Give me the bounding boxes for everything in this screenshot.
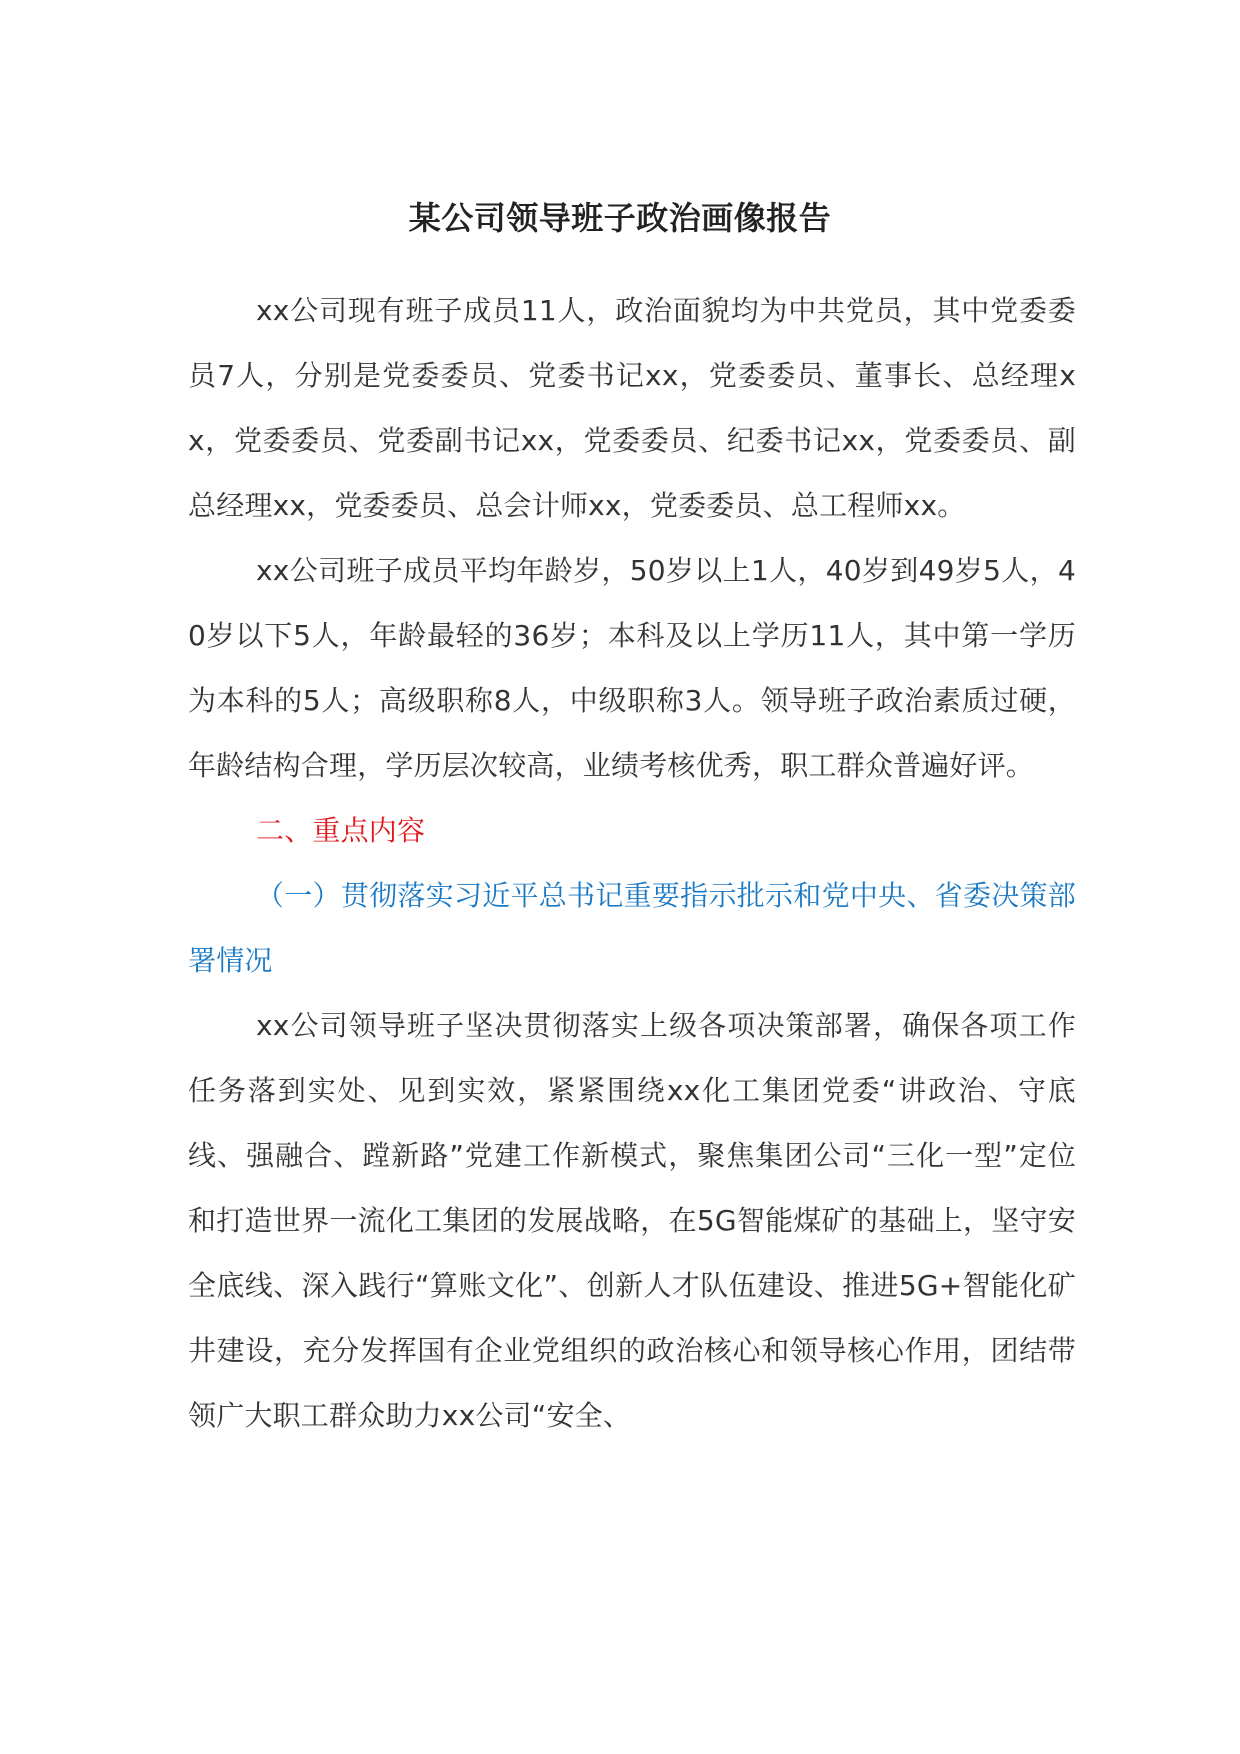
document-body xyxy=(188,278,1076,1448)
paragraph-structure: xx公司班子成员平均年龄岁，50岁以上1人，40岁到49岁5人，40岁以下5人，年龄最轻的36岁；本科及以上学历11人，其中第一学历为本科的5人；高级职称8人，中级职称3人。领导班子政治素质过硬，年龄结构合理，学历层次较高，业绩考核优秀，职工群众普遍好评。 xyxy=(188,554,1076,782)
section-heading: 二、重点内容 xyxy=(256,814,426,847)
paragraph-members: xx公司现有班子成员11人，政治面貌均为中共党员，其中党委委员7人，分别是党委委员、党委书记xx，党委委员、董事长、总经理xx，党委委员、党委副书记xx，党委委员、纪委书记xx，党委委员、副总经理xx，党委委员、总会计师xx，党委委员、总工程师xx。 xyxy=(188,294,1076,522)
subsection-heading: （一）贯彻落实习近平总书记重要指示批示和党中央、省委决策部署情况 xyxy=(188,879,1076,977)
paragraph-implementation: xx公司领导班子坚决贯彻落实上级各项决策部署，确保各项工作任务落到实处、见到实效，紧紧围绕xx化工集团党委“讲政治、守底线、强融合、蹚新路”党建工作新模式，聚焦集团公司“三化一型”定位和打造世界一流化工集团的发展战略，在5G智能煤矿的基础上，坚守安全底线、深入践行“算账文化”、创新人才队伍建设、推进5G+智能化矿井建设，充分发挥国有企业党组织的政治核心和领导核心作用，团结带领广大职工群众助力xx公司“安全、 xyxy=(188,1009,1076,1432)
document-title: 某公司领导班子政治画像报告 xyxy=(408,199,832,237)
